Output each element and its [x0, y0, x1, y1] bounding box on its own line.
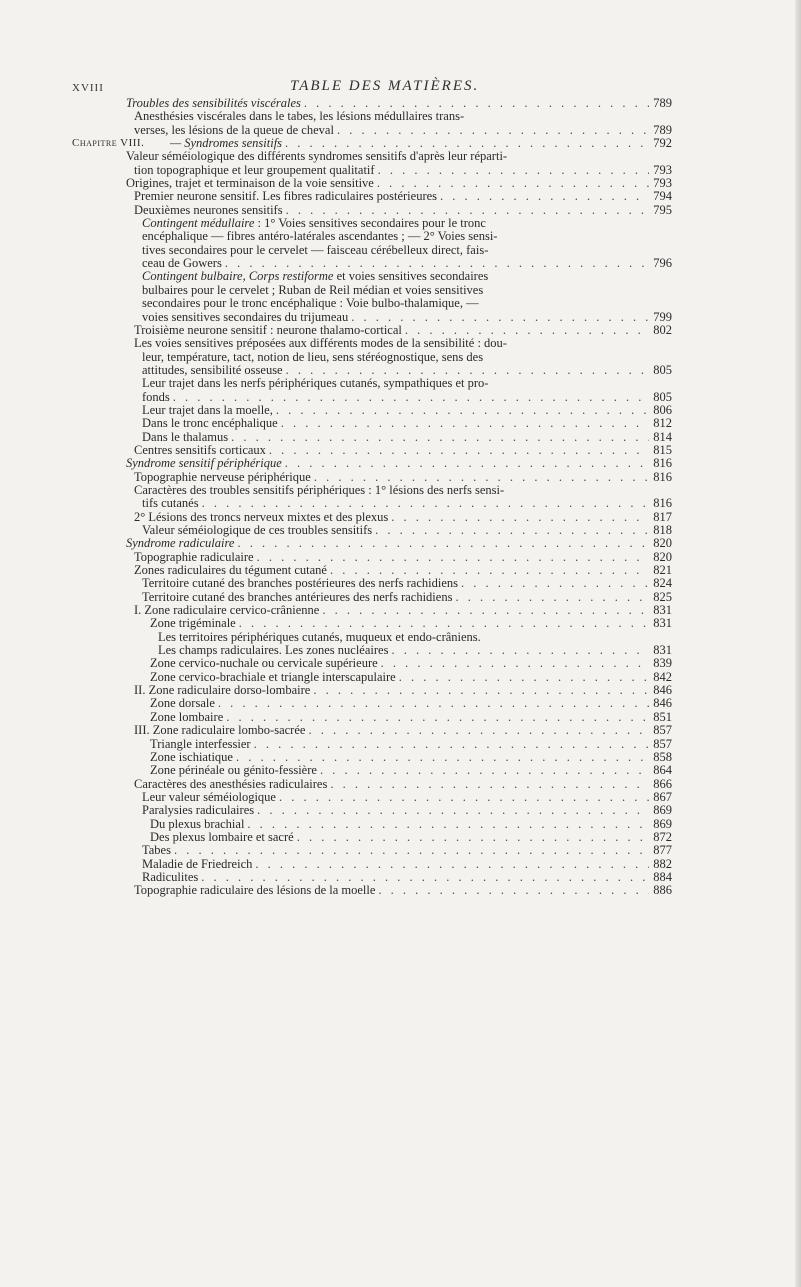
- toc-entry: [72, 404, 672, 417]
- dot-leader: [304, 97, 649, 110]
- toc-entry: [72, 324, 672, 337]
- toc-entry-text: fonds: [142, 389, 170, 404]
- toc-page-number: 789: [653, 96, 672, 110]
- toc-entry-text: Syndrome sensitif périphérique: [126, 456, 282, 471]
- toc-entry-text: I. Zone radiculaire cervico-crânienne: [134, 603, 320, 618]
- toc-entry: [72, 391, 672, 404]
- toc-entry: [72, 671, 672, 684]
- toc-entry: [72, 484, 672, 497]
- toc-entry: [72, 831, 672, 844]
- dot-leader: [279, 791, 649, 804]
- toc-entry-text: Anesthésies viscérales dans le tabes, les lésions médullaires trans-: [134, 109, 465, 124]
- dot-leader: [320, 764, 649, 777]
- toc-entry: [72, 190, 672, 203]
- dot-leader: [375, 524, 649, 537]
- toc-entry: [72, 311, 672, 324]
- toc-entry: [72, 551, 672, 564]
- toc-entry: [72, 364, 672, 377]
- toc-entry-text: Territoire cutané des branches antérieures des nerfs rachidiens: [142, 589, 453, 604]
- toc-entry: [72, 738, 672, 751]
- toc-page-number: 820: [653, 549, 672, 564]
- dot-leader: [391, 511, 649, 524]
- toc-entry-text: Zone ischiatique: [150, 749, 233, 764]
- toc-entry-text: Les voies sensitives préposées aux différents modes de la sensibilité : dou-: [134, 336, 507, 351]
- toc-entry: [72, 297, 672, 310]
- dot-leader: [378, 884, 649, 897]
- dot-leader: [286, 204, 649, 217]
- toc-entry-text: Zone dorsale: [150, 696, 215, 711]
- toc-entry: [72, 417, 672, 430]
- toc-entry-text: Caractères des troubles sensitifs périphériques : 1° lésions des nerfs sensi-: [134, 482, 505, 497]
- toc-entry-text: Zone lombaire: [150, 709, 224, 724]
- toc-page-number: 792: [653, 136, 672, 151]
- dot-leader: [322, 604, 649, 617]
- running-head: TABLE DES MATIÈRES.: [290, 78, 480, 94]
- toc-entry: [72, 124, 672, 137]
- toc-page-number: 820: [653, 536, 672, 551]
- dot-leader: [440, 190, 649, 203]
- toc-page-number: 831: [653, 603, 672, 618]
- toc-entry: [72, 284, 672, 297]
- toc-entry-text: Paralysies radiculaires: [142, 803, 255, 818]
- toc-entry-text: tifs cutanés: [142, 496, 199, 511]
- dot-leader: [351, 311, 649, 324]
- toc-entry: [72, 217, 672, 230]
- dot-leader: [391, 644, 649, 657]
- toc-entry: [72, 657, 672, 670]
- toc-entry: [72, 724, 672, 737]
- toc-page-number: 867: [653, 789, 672, 804]
- toc-entry-text: ceau de Gowers: [142, 256, 222, 271]
- toc-entry-text: Syndrome radiculaire: [126, 536, 235, 551]
- toc-entry-text: Troubles des sensibilités viscérales: [126, 96, 301, 110]
- dot-leader: [330, 564, 649, 577]
- toc-page-number: 795: [653, 202, 672, 217]
- dot-leader: [257, 551, 649, 564]
- toc-entry-text: tives secondaires pour le cervelet — faisceau cérébelleux direct, fais-: [142, 242, 489, 257]
- dot-leader: [281, 417, 649, 430]
- toc-entry-text: Dans le tronc encéphalique: [142, 416, 278, 431]
- toc-entry-text: Zone trigéminale: [150, 616, 236, 631]
- toc-page-number: 869: [653, 803, 672, 818]
- toc-page-number: 816: [653, 456, 672, 471]
- toc-entry: [72, 711, 672, 724]
- toc-page-number: 842: [653, 669, 672, 684]
- toc-entry: [72, 110, 672, 123]
- toc-entry-text: attitudes, sensibilité osseuse: [142, 362, 283, 377]
- dot-leader: [269, 444, 649, 457]
- toc-entry: [72, 257, 672, 270]
- dot-leader: [276, 404, 649, 417]
- toc-entry-text: Centres sensitifs corticaux: [134, 442, 266, 457]
- dot-leader: [225, 257, 649, 270]
- toc-entry-text: encéphalique — fibres antéro-latérales ascendantes ; — 2° Voies sensi-: [142, 229, 498, 244]
- toc-entry: [72, 337, 672, 350]
- toc-entry: [72, 524, 672, 537]
- dot-leader: [399, 671, 649, 684]
- toc-page-number: 805: [653, 362, 672, 377]
- toc-entry-text: 2° Lésions des troncs nerveux mixtes et des plexus: [134, 509, 389, 524]
- dot-leader: [226, 711, 649, 724]
- toc-page-number: 857: [653, 736, 672, 751]
- toc-entry-text: voies sensitives secondaires du trijumeau: [142, 309, 349, 324]
- dot-leader: [239, 617, 649, 630]
- toc-entry-text: Leur valeur séméiologique: [142, 789, 276, 804]
- toc-entry-text: Radiculites: [142, 869, 199, 884]
- table-of-contents: [72, 97, 672, 898]
- toc-entry-text: — Syndromes sensitifs: [170, 136, 283, 151]
- toc-page-number: 884: [653, 869, 672, 884]
- toc-entry: [72, 230, 672, 243]
- dot-leader: [461, 577, 649, 590]
- toc-entry-text: III. Zone radiculaire lombo-sacrée: [134, 723, 306, 738]
- dot-leader: [330, 778, 649, 791]
- toc-entry-italic-lead: Contingent bulbaire, Corps restiforme: [142, 269, 334, 284]
- dot-leader: [236, 751, 649, 764]
- toc-entry-text: Dans le thalamus: [142, 429, 229, 444]
- toc-page-number: 864: [653, 763, 672, 778]
- dot-leader: [285, 457, 649, 470]
- toc-page-number: 817: [653, 509, 672, 524]
- toc-entry-text: Du plexus brachial: [150, 816, 245, 831]
- toc-entry-text: II. Zone radiculaire dorso-lombaire: [134, 683, 311, 698]
- toc-page-number: 877: [653, 843, 672, 858]
- toc-entry: [72, 884, 672, 897]
- toc-entry: [72, 444, 672, 457]
- scan-edge: [795, 0, 801, 1287]
- toc-entry: [72, 244, 672, 257]
- dot-leader: [231, 431, 649, 444]
- dot-leader: [313, 684, 649, 697]
- toc-entry: [72, 684, 672, 697]
- toc-page-number: 857: [653, 723, 672, 738]
- toc-page-number: 814: [653, 429, 672, 444]
- toc-entry-text: Zone périnéale ou génito-fessière: [150, 763, 317, 778]
- toc-page-number: 858: [653, 749, 672, 764]
- toc-page-number: 839: [653, 656, 672, 671]
- toc-entry: [72, 818, 672, 831]
- toc-entry-text: leur, température, tact, notion de lieu, sens stéréognostique, sens des: [142, 349, 484, 364]
- toc-entry-text: Tabes: [142, 843, 171, 858]
- toc-page-number: 815: [653, 442, 672, 457]
- toc-entry-text: Caractères des anesthésies radiculaires: [134, 776, 328, 791]
- toc-entry-text: Zones radiculaires du tégument cutané: [134, 563, 327, 578]
- toc-entry-text: secondaires pour le tronc encéphalique : Voie bulbo-thalamique, —: [142, 296, 479, 311]
- dot-leader: [202, 497, 649, 510]
- toc-page-number: 799: [653, 309, 672, 324]
- toc-page-number: 846: [653, 683, 672, 698]
- toc-entry: [72, 577, 672, 590]
- toc-page-number: 794: [653, 189, 672, 204]
- toc-entry: [72, 591, 672, 604]
- toc-page-number: 846: [653, 696, 672, 711]
- toc-page-number: 812: [653, 416, 672, 431]
- toc-page-number: 805: [653, 389, 672, 404]
- dot-leader: [377, 177, 649, 190]
- dot-leader: [308, 724, 649, 737]
- toc-entry-text: Contingent bulbaire, Corps restiforme et voies sensitives secondaires: [142, 269, 489, 284]
- toc-entry-text: Des plexus lombaire et sacré: [150, 829, 294, 844]
- dot-leader: [255, 858, 649, 871]
- toc-entry-text: bulbaires pour le cervelet ; Ruban de Reil médian et voies sensitives: [142, 282, 484, 297]
- dot-leader: [405, 324, 649, 337]
- toc-entry: [72, 97, 672, 110]
- toc-entry: [72, 604, 672, 617]
- dot-leader: [285, 137, 649, 150]
- dot-leader: [201, 871, 649, 884]
- toc-entry-italic-lead: Contingent médullaire: [142, 216, 255, 231]
- toc-entry: [72, 270, 672, 283]
- toc-page-number: 851: [653, 709, 672, 724]
- toc-entry: [72, 804, 672, 817]
- toc-entry: [72, 537, 672, 550]
- toc-entry: [72, 177, 672, 190]
- toc-entry-text: Leur trajet dans la moelle,: [142, 402, 273, 417]
- dot-leader: [337, 124, 649, 137]
- toc-page-number: 872: [653, 829, 672, 844]
- toc-entry-text: tion topographique et leur groupement qualitatif: [134, 162, 375, 177]
- toc-entry: [72, 751, 672, 764]
- toc-entry-text: Origines, trajet et terminaison de la voie sensitive: [126, 176, 374, 191]
- toc-entry-text: Topographie radiculaire des lésions de la moelle: [134, 883, 376, 898]
- toc-entry: [72, 511, 672, 524]
- toc-entry: [72, 644, 672, 657]
- page-number: XVIII: [72, 82, 104, 94]
- toc-page-number: 816: [653, 496, 672, 511]
- toc-page-number: 789: [653, 122, 672, 137]
- toc-page-number: 818: [653, 523, 672, 537]
- dot-leader: [237, 537, 649, 550]
- dot-leader: [254, 738, 649, 751]
- toc-page-number: 866: [653, 776, 672, 791]
- dot-leader: [257, 804, 649, 817]
- toc-entry: [72, 471, 672, 484]
- chapter-label: Chapitre VIII.: [72, 137, 145, 150]
- toc-entry: [72, 164, 672, 177]
- toc-entry: [72, 351, 672, 364]
- toc-entry-text: Les territoires périphériques cutanés, muqueux et endo-crâniens.: [158, 629, 481, 644]
- toc-entry: [72, 617, 672, 630]
- toc-entry-text: Triangle interfessier: [150, 736, 251, 751]
- toc-entry: [72, 431, 672, 444]
- toc-entry: [72, 844, 672, 857]
- toc-page-number: 793: [653, 176, 672, 191]
- toc-entry: [72, 204, 672, 217]
- dot-leader: [314, 471, 649, 484]
- toc-entry: [72, 631, 672, 644]
- toc-entry-text: Zone cervico-brachiale et triangle interscapulaire: [150, 669, 396, 684]
- dot-leader: [381, 657, 649, 670]
- toc-entry: [72, 858, 672, 871]
- toc-entry: [72, 764, 672, 777]
- toc-page-number: 816: [653, 469, 672, 484]
- toc-entry-text: Maladie de Friedreich: [142, 856, 253, 871]
- toc-entry: [72, 778, 672, 791]
- toc-page-number: 796: [653, 256, 672, 271]
- dot-leader: [378, 164, 649, 177]
- toc-page-number: 882: [653, 856, 672, 871]
- toc-entry: [72, 497, 672, 510]
- dot-leader: [247, 818, 649, 831]
- toc-entry: [72, 871, 672, 884]
- toc-page-number: 821: [653, 563, 672, 578]
- toc-page-number: 806: [653, 402, 672, 417]
- toc-page-number: 831: [653, 616, 672, 631]
- dot-leader: [173, 391, 649, 404]
- toc-entry-text: Topographie radiculaire: [134, 549, 254, 564]
- toc-entry: [72, 564, 672, 577]
- toc-entry-text: Leur trajet dans les nerfs périphériques cutanés, sympathiques et pro-: [142, 376, 489, 391]
- dot-leader: [218, 697, 649, 710]
- toc-entry: [72, 150, 672, 163]
- dot-leader: [455, 591, 649, 604]
- toc-entry: [72, 457, 672, 470]
- toc-page-number: 869: [653, 816, 672, 831]
- toc-entry-text: Contingent médullaire : 1° Voies sensitives secondaires pour le tronc: [142, 216, 486, 231]
- toc-entry-text: Valeur séméiologique de ces troubles sensitifs: [142, 523, 373, 537]
- toc-entry: [72, 137, 672, 150]
- toc-entry-text: Zone cervico-nuchale ou cervicale supérieure: [150, 656, 378, 671]
- toc-entry-text: Troisième neurone sensitif : neurone thalamo-cortical: [134, 322, 402, 337]
- toc-entry: [72, 697, 672, 710]
- toc-page-number: 886: [653, 883, 672, 898]
- toc-entry-text: Topographie nerveuse périphérique: [134, 469, 311, 484]
- toc-page-number: 824: [653, 576, 672, 591]
- toc-entry-text: Premier neurone sensitif. Les fibres radiculaires postérieures: [134, 189, 438, 204]
- toc-page-number: 802: [653, 322, 672, 337]
- toc-entry-text: verses, les lésions de la queue de cheval: [134, 122, 334, 137]
- toc-page-number: 793: [653, 162, 672, 177]
- dot-leader: [297, 831, 649, 844]
- toc-entry-text: Les champs radiculaires. Les zones nucléaires: [158, 643, 389, 658]
- dot-leader: [286, 364, 649, 377]
- toc-page-number: 831: [653, 643, 672, 658]
- toc-entry-text: Territoire cutané des branches postérieures des nerfs rachidiens: [142, 576, 459, 591]
- toc-entry: [72, 791, 672, 804]
- toc-entry-text: Deuxièmes neurones sensitifs: [134, 202, 283, 217]
- toc-entry: [72, 377, 672, 390]
- dot-leader: [174, 844, 649, 857]
- toc-page-number: 825: [653, 589, 672, 604]
- toc-entry-text: Valeur séméiologique des différents syndromes sensitifs d'après leur réparti-: [126, 149, 508, 164]
